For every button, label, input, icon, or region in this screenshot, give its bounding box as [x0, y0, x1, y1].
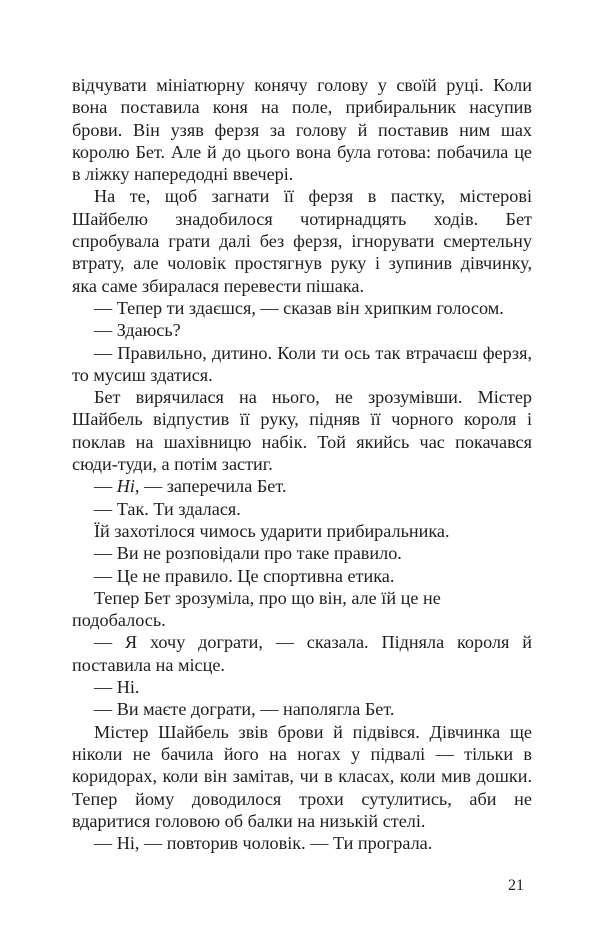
emphasized-word: Ні — [116, 476, 135, 497]
paragraph: Їй захотілося чимось ударити прибиральника. — [94, 520, 450, 541]
dash: — — [94, 476, 117, 497]
dialogue-line — [72, 475, 532, 497]
paragraph: Тепер Бет зрозуміла, про що він, але їй це не подобалось. — [72, 587, 441, 631]
dialogue-line: — Ви не розповідали про таке правило. — [94, 543, 402, 564]
page-text — [72, 74, 532, 854]
paragraph: На те, щоб загнати її ферзя в пастку, містерові Шайбелю знадобилося чотирнадцять ходів. Бет спробувала грати далі без ферзя, ігнорувати смертельну втрату, але чоловік простягнув руку і зупинив дівчинку, яка саме збиралася перевести пішака. — [72, 186, 532, 296]
dialogue-line: — Ні. — [94, 677, 140, 698]
paragraph: Містер Шайбель звів брови й підвівся. Дівчинка ще ніколи не бачила його на ногах у підвалі — тільки в коридорах, коли він замітав, чи в класах, коли мив дошки. Тепер йому доводилося трохи сутулитись, аби не вдаритися головою об балки на низькій стелі. — [72, 721, 532, 831]
page-number: 21 — [508, 877, 524, 894]
dialogue-line: — Здаюсь? — [94, 320, 181, 341]
paragraph-continuation: відчувати мініатюрну конячу голову у своїй руці. Коли вона поставила коня на поле, прибиральник насупив брови. Він узяв ферзя за голову й поставив ним шах королю Бет. Але й до цього вона була готова: побачила це в ліжку напередодні ввечері. — [72, 75, 532, 185]
paragraph: Бет вирячилася на нього, не зрозумівши. Містер Шайбель відпустив її руку, підняв її чорного короля і поклав на шахівницю набік. Той якийсь час покачався сюди-туди, а потім застиг. — [72, 387, 532, 475]
dialogue-line: — Тепер ти здаєшся, — сказав він хрипким голосом. — [94, 297, 504, 318]
dialogue-line: — Правильно, дитино. Коли ти ось так втрачаєш ферзя, то мусиш здатися. — [72, 342, 532, 385]
dialogue-line: — Так. Ти здалася. — [94, 498, 241, 519]
dialogue-line: — Я хочу дограти, — сказала. Підняла короля й поставила на місце. — [72, 632, 532, 675]
dialogue-line: — Ви маєте дограти, — наполягла Бет. — [94, 699, 395, 720]
dialogue-line: — Ні, — повторив чоловік. — Ти програла. — [94, 833, 433, 854]
dialogue-rest: , — заперечила Бет. — [134, 476, 287, 497]
dialogue-line: — Це не правило. Це спортивна етика. — [94, 565, 395, 586]
